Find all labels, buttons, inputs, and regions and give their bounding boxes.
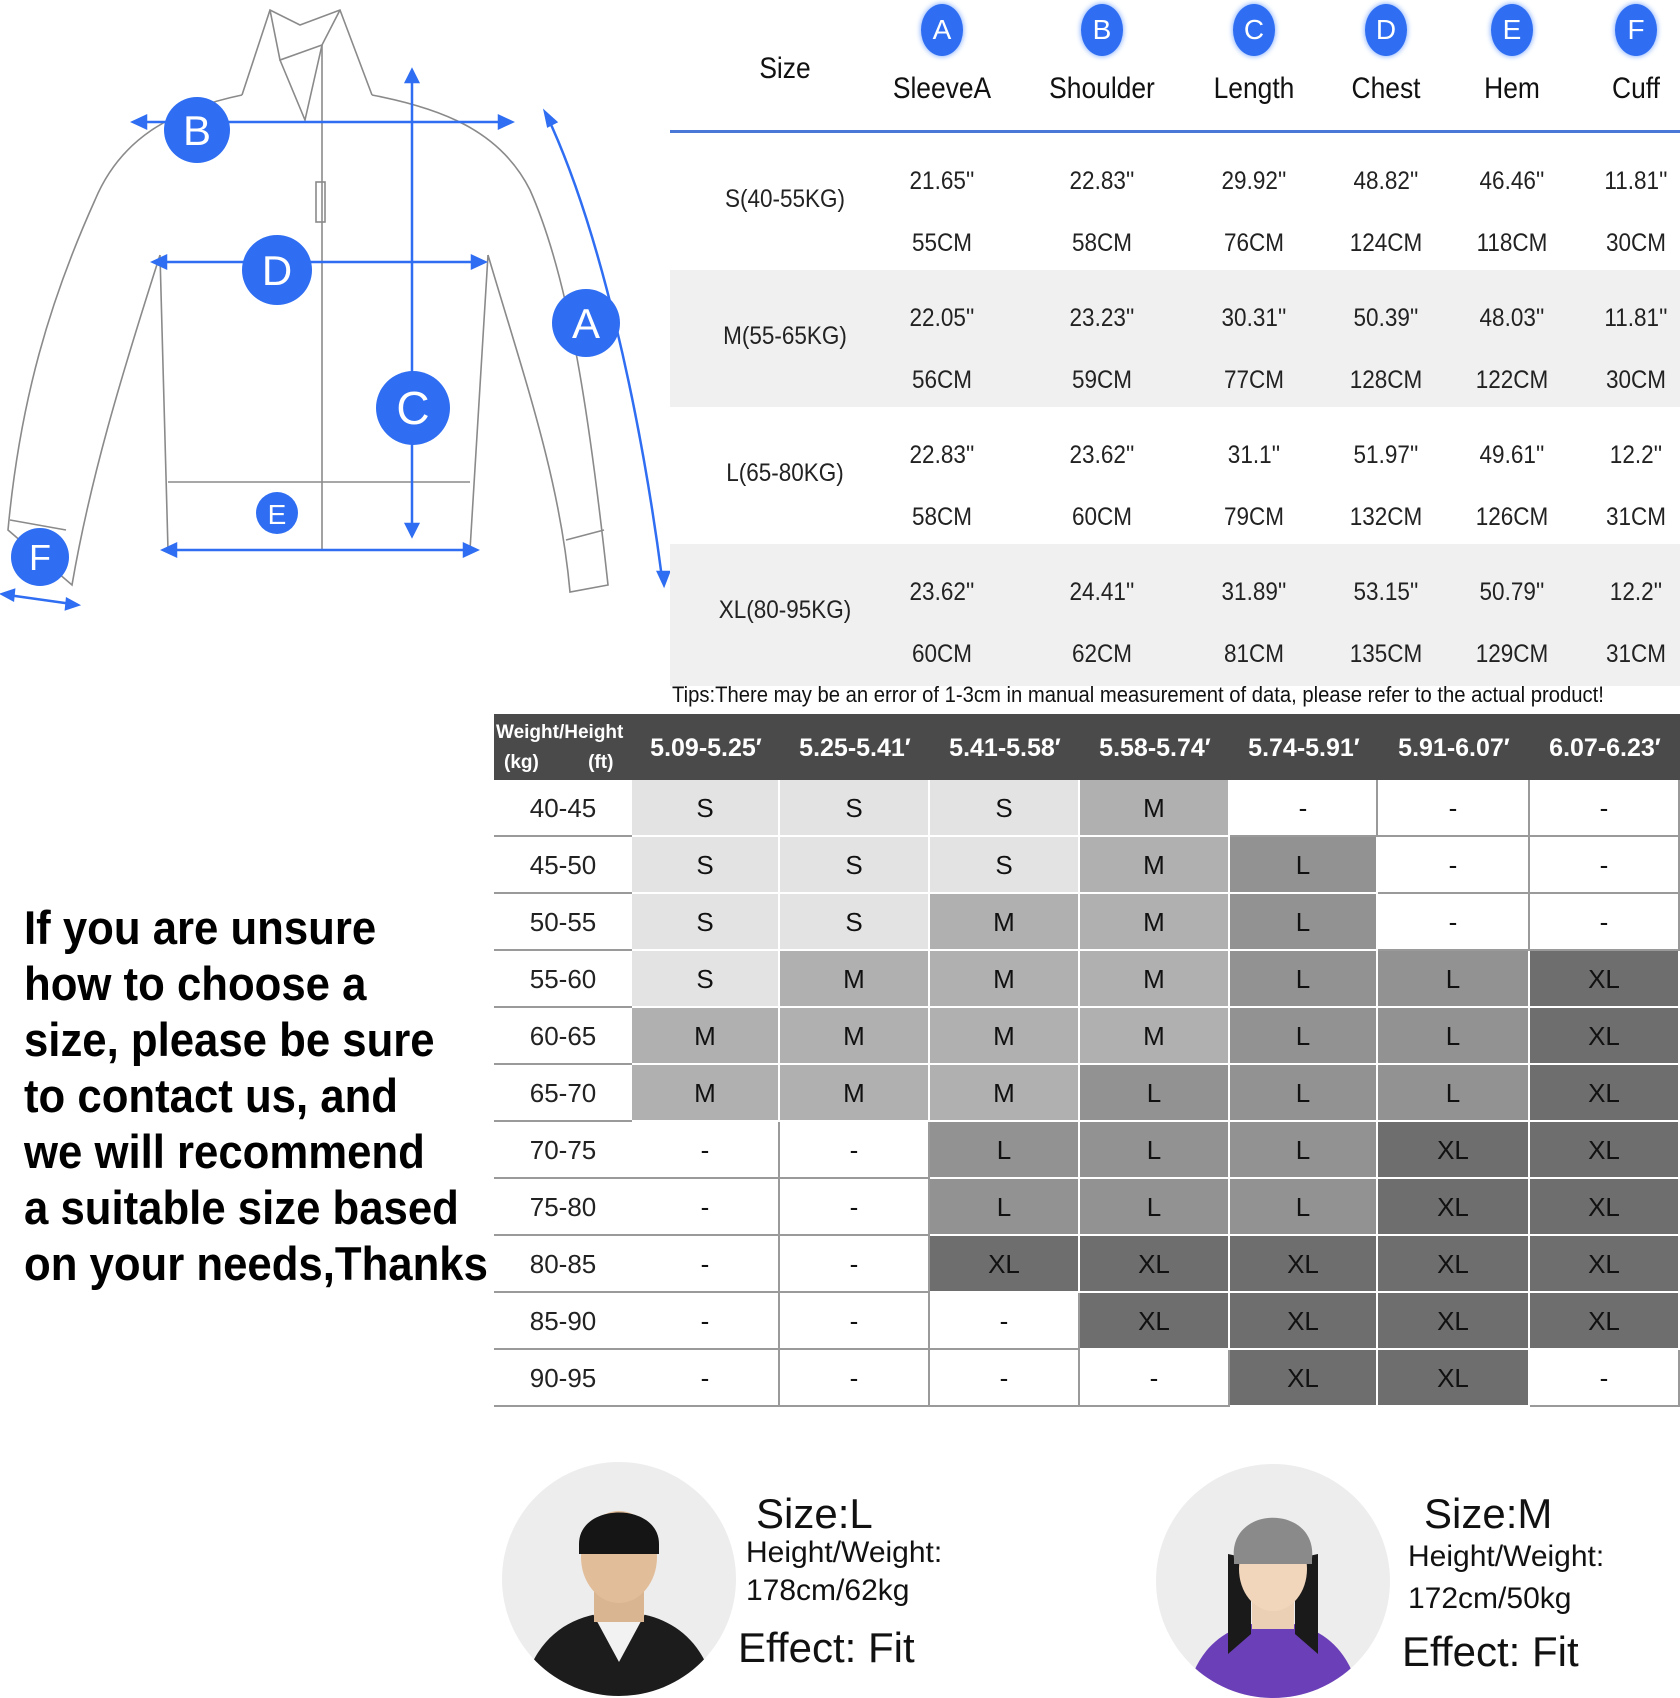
size-cell: M xyxy=(780,1008,930,1065)
size-cell: M xyxy=(1080,951,1230,1008)
size-cell: XL xyxy=(1378,1236,1530,1293)
size-cell: XL xyxy=(1530,1179,1680,1236)
model-1-hw-label: Height/Weight: xyxy=(746,1536,943,1569)
size-cell: - xyxy=(780,1236,930,1293)
cm-value: 62CM xyxy=(1071,640,1133,668)
model-1-size: Size:L xyxy=(756,1490,873,1537)
size-cell: - xyxy=(632,1236,780,1293)
size-label: S(40-55KG) xyxy=(724,185,846,213)
size-label: L(65-80KG) xyxy=(726,459,844,487)
cm-value: 58CM xyxy=(1071,229,1133,257)
size-cell: XL xyxy=(1378,1122,1530,1179)
size-label: XL(80-95KG) xyxy=(718,596,852,624)
model-2-hw-label: Height/Weight: xyxy=(1408,1540,1605,1573)
message-line: we will recommend xyxy=(24,1125,425,1178)
cm-value: 118CM xyxy=(1476,229,1548,257)
size-cell: XL xyxy=(1378,1350,1530,1407)
size-cell: XL xyxy=(1080,1293,1230,1350)
size-cell: L xyxy=(1080,1065,1230,1122)
size-cell: M xyxy=(930,1008,1080,1065)
cm-value: 30CM xyxy=(1605,229,1667,257)
model-2-hw-value: 172cm/50kg xyxy=(1408,1582,1572,1615)
size-cell: L xyxy=(1378,1065,1530,1122)
inch-value: 23.23'' xyxy=(1069,304,1135,332)
header-divider xyxy=(670,130,1680,133)
cm-value: 58CM xyxy=(911,503,973,531)
height-header: 5.74-5.91′ xyxy=(1248,734,1360,762)
size-cell: S xyxy=(930,837,1080,894)
chart-row xyxy=(494,1179,1680,1236)
size-cell: L xyxy=(930,1179,1080,1236)
size-cell: - xyxy=(632,1293,780,1350)
model-1-effect: Effect: Fit xyxy=(738,1624,915,1671)
corner-label: Weight/Height xyxy=(496,722,624,743)
inch-value: 48.03'' xyxy=(1479,304,1545,332)
weight-label: 55-60 xyxy=(494,951,632,1008)
size-cell: L xyxy=(1230,837,1378,894)
message-line: to contact us, and xyxy=(24,1069,398,1122)
weight-label: 65-70 xyxy=(494,1065,632,1122)
size-cell: XL xyxy=(1230,1293,1378,1350)
marker-f-label: F xyxy=(29,537,51,578)
size-cell: XL xyxy=(1230,1350,1378,1407)
cm-value: 128CM xyxy=(1349,366,1423,394)
size-cell: L xyxy=(1230,1065,1378,1122)
weight-label: 50-55 xyxy=(494,894,632,951)
size-cell: XL xyxy=(930,1236,1080,1293)
height-header: 5.09-5.25′ xyxy=(650,734,762,762)
height-header: 5.58-5.74′ xyxy=(1099,734,1211,762)
chart-row xyxy=(494,837,1680,894)
size-cell: S xyxy=(780,837,930,894)
marker-e-label: E xyxy=(267,499,287,530)
inch-value: 30.31'' xyxy=(1221,304,1287,332)
chart-row xyxy=(494,1293,1680,1350)
size-cell: M xyxy=(1080,1008,1230,1065)
size-recommendation-chart xyxy=(494,714,1680,1408)
marker-a-label: A xyxy=(571,300,601,347)
inch-value: 31.1'' xyxy=(1227,441,1281,469)
inch-value: 29.92'' xyxy=(1221,167,1287,195)
inch-value: 46.46'' xyxy=(1479,167,1545,195)
size-cell: S xyxy=(632,894,780,951)
size-cell: S xyxy=(632,780,780,837)
size-cell: L xyxy=(1230,1008,1378,1065)
column-badge-e: E xyxy=(1491,4,1533,56)
size-cell: M xyxy=(930,894,1080,951)
weight-label: 80-85 xyxy=(494,1236,632,1293)
column-badge-d: D xyxy=(1365,4,1407,56)
size-label: M(55-65KG) xyxy=(723,322,847,350)
chart-row xyxy=(494,1236,1680,1293)
size-cell: - xyxy=(632,1350,780,1407)
cm-value: 81CM xyxy=(1223,640,1285,668)
size-cell: - xyxy=(1378,780,1530,837)
inch-value: 50.79'' xyxy=(1479,578,1545,606)
message-line: how to choose a xyxy=(24,957,367,1010)
size-cell: M xyxy=(1080,837,1230,894)
weight-label: 60-65 xyxy=(494,1008,632,1065)
cm-value: 124CM xyxy=(1349,229,1423,257)
size-cell: - xyxy=(632,1122,780,1179)
marker-badges xyxy=(11,97,620,586)
measurement-tips: Tips:There may be an error of 1-3cm in manual measurement of data, please refer to the actual product! xyxy=(672,682,1604,707)
corner-ft: (ft) xyxy=(588,752,614,773)
size-cell: M xyxy=(1080,780,1230,837)
marker-d-label: D xyxy=(261,247,293,294)
model-photo-male xyxy=(502,1462,736,1696)
size-cell: - xyxy=(930,1293,1080,1350)
inch-value: 22.83'' xyxy=(909,441,975,469)
inch-value: 48.82'' xyxy=(1353,167,1419,195)
size-cell: L xyxy=(930,1122,1080,1179)
cm-value: 60CM xyxy=(1071,503,1133,531)
contact-message xyxy=(24,900,488,1292)
size-cell: XL xyxy=(1530,1122,1680,1179)
cm-value: 31CM xyxy=(1605,640,1667,668)
size-cell: XL xyxy=(1530,951,1680,1008)
size-cell: - xyxy=(1378,894,1530,951)
size-cell: L xyxy=(1230,1122,1378,1179)
chart-row xyxy=(494,1350,1680,1407)
column-header-cuff: Cuff xyxy=(1612,72,1660,105)
size-cell: - xyxy=(1080,1350,1230,1407)
inch-value: 23.62'' xyxy=(909,578,975,606)
cm-value: 55CM xyxy=(911,229,973,257)
cm-value: 76CM xyxy=(1223,229,1285,257)
size-column-header: Size xyxy=(759,52,811,85)
size-cell: - xyxy=(780,1293,930,1350)
size-cell: S xyxy=(780,780,930,837)
height-header: 5.41-5.58′ xyxy=(949,734,1061,762)
message-line: If you are unsure xyxy=(24,901,377,954)
cm-value: 122CM xyxy=(1475,366,1549,394)
cm-value: 31CM xyxy=(1605,503,1667,531)
size-cell: XL xyxy=(1230,1236,1378,1293)
inch-value: 21.65'' xyxy=(909,167,975,195)
column-badge-a: A xyxy=(921,4,963,56)
size-cell: L xyxy=(1378,1008,1530,1065)
model-photo-female xyxy=(1156,1464,1390,1698)
size-cell: XL xyxy=(1080,1236,1230,1293)
size-cell: XL xyxy=(1378,1179,1530,1236)
inch-value: 53.15'' xyxy=(1353,578,1419,606)
chart-row xyxy=(494,1065,1680,1122)
weight-label: 85-90 xyxy=(494,1293,632,1350)
corner-kg: (kg) xyxy=(504,752,539,773)
message-line: on your needs,Thanks xyxy=(24,1237,488,1290)
weight-label: 45-50 xyxy=(494,837,632,894)
cm-value: 129CM xyxy=(1475,640,1549,668)
size-cell: L xyxy=(1230,951,1378,1008)
size-cell: L xyxy=(1230,894,1378,951)
size-cell: L xyxy=(1080,1179,1230,1236)
cm-value: 60CM xyxy=(911,640,973,668)
size-cell: - xyxy=(1530,1350,1680,1407)
size-cell: M xyxy=(632,1008,780,1065)
size-cell: M xyxy=(930,1065,1080,1122)
message-line: a suitable size based xyxy=(24,1181,459,1234)
column-header-sleevea: SleeveA xyxy=(892,72,992,105)
size-cell: - xyxy=(780,1122,930,1179)
size-cell: L xyxy=(1378,951,1530,1008)
inch-value: 51.97'' xyxy=(1353,441,1419,469)
inch-value: 22.05'' xyxy=(909,304,975,332)
chart-row xyxy=(494,894,1680,951)
size-cell: S xyxy=(930,780,1080,837)
jacket-outline xyxy=(8,10,608,592)
inch-value: 11.81'' xyxy=(1604,304,1668,332)
message-line: size, please be sure xyxy=(24,1013,435,1066)
cm-value: 135CM xyxy=(1349,640,1423,668)
height-header: 5.91-6.07′ xyxy=(1398,734,1510,762)
size-cell: - xyxy=(1530,894,1680,951)
size-cell: L xyxy=(1230,1179,1378,1236)
chart-header xyxy=(494,714,1680,780)
inch-value: 50.39'' xyxy=(1353,304,1419,332)
size-cell: - xyxy=(780,1350,930,1407)
height-header: 6.07-6.23′ xyxy=(1549,734,1661,762)
inch-value: 12.2'' xyxy=(1609,441,1663,469)
size-cell: XL xyxy=(1530,1236,1680,1293)
size-cell: S xyxy=(780,894,930,951)
model-female-illustration xyxy=(1156,1464,1390,1698)
size-cell: - xyxy=(1230,780,1378,837)
size-cell: - xyxy=(632,1179,780,1236)
marker-c-label: C xyxy=(396,382,430,434)
cm-value: 30CM xyxy=(1605,366,1667,394)
column-badge-c: C xyxy=(1233,4,1275,56)
corner-units xyxy=(504,752,613,774)
size-cell: - xyxy=(930,1350,1080,1407)
cm-value: 126CM xyxy=(1475,503,1549,531)
column-header-length: Length xyxy=(1213,72,1295,105)
measurement-table xyxy=(670,0,1680,690)
size-cell: M xyxy=(632,1065,780,1122)
cm-value: 59CM xyxy=(1071,366,1133,394)
size-cell: XL xyxy=(1378,1293,1530,1350)
cm-value: 79CM xyxy=(1223,503,1285,531)
chart-row xyxy=(494,951,1680,1008)
weight-label: 75-80 xyxy=(494,1179,632,1236)
model-1-hw-value: 178cm/62kg xyxy=(746,1574,910,1607)
model-male-illustration xyxy=(502,1462,736,1696)
jacket-measurement-diagram xyxy=(0,0,680,620)
column-header-shoulder: Shoulder xyxy=(1049,72,1155,105)
inch-value: 23.62'' xyxy=(1069,441,1135,469)
column-header-hem: Hem xyxy=(1484,72,1540,105)
size-cell: XL xyxy=(1530,1008,1680,1065)
chart-row xyxy=(494,780,1680,837)
size-cell: - xyxy=(1378,837,1530,894)
column-badge-f: F xyxy=(1615,4,1657,56)
weight-label: 90-95 xyxy=(494,1350,632,1407)
size-cell: M xyxy=(780,951,930,1008)
model-2-size: Size:M xyxy=(1424,1490,1553,1537)
height-header: 5.25-5.41′ xyxy=(799,734,911,762)
inch-value: 11.81'' xyxy=(1604,167,1668,195)
weight-label: 70-75 xyxy=(494,1122,632,1179)
inch-value: 49.61'' xyxy=(1479,441,1545,469)
cm-value: 77CM xyxy=(1223,366,1285,394)
size-cell: XL xyxy=(1530,1293,1680,1350)
size-cell: XL xyxy=(1530,1065,1680,1122)
cm-value: 132CM xyxy=(1349,503,1423,531)
inch-value: 12.2'' xyxy=(1609,578,1663,606)
chart-row xyxy=(494,1008,1680,1065)
size-cell: M xyxy=(780,1065,930,1122)
inch-value: 22.83'' xyxy=(1069,167,1135,195)
size-cell: M xyxy=(930,951,1080,1008)
size-cell: - xyxy=(780,1179,930,1236)
chart-row xyxy=(494,1122,1680,1179)
column-header-chest: Chest xyxy=(1351,72,1421,105)
weight-label: 40-45 xyxy=(494,780,632,837)
size-cell: M xyxy=(1080,894,1230,951)
size-cell: - xyxy=(1530,780,1680,837)
model-2-effect: Effect: Fit xyxy=(1402,1628,1579,1675)
size-cell: - xyxy=(1530,837,1680,894)
marker-b-label: B xyxy=(182,107,212,154)
inch-value: 24.41'' xyxy=(1069,578,1135,606)
column-badge-b: B xyxy=(1081,4,1123,56)
inch-value: 31.89'' xyxy=(1221,578,1287,606)
size-cell: L xyxy=(1080,1122,1230,1179)
size-cell: S xyxy=(632,951,780,1008)
cm-value: 56CM xyxy=(911,366,973,394)
size-cell: S xyxy=(632,837,780,894)
